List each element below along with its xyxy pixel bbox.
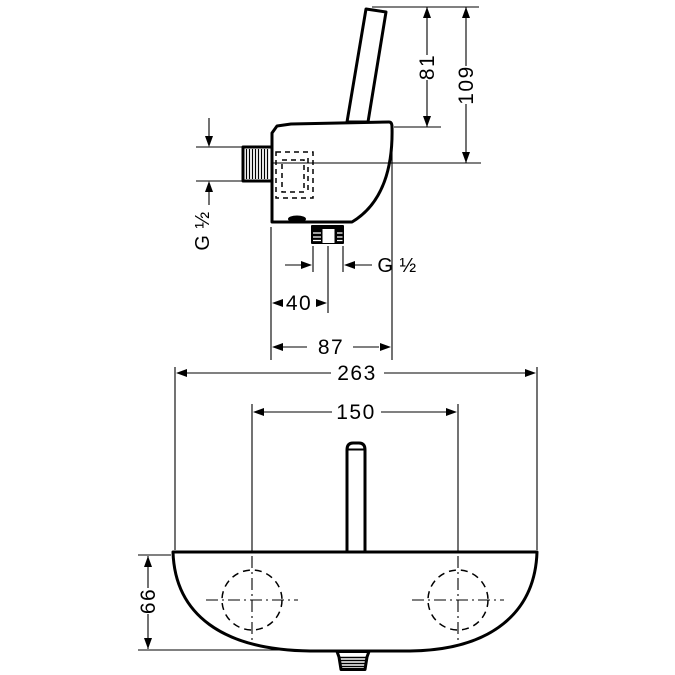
front-view [137,362,537,670]
dim-label-87: 87 [317,336,345,359]
dim-label-40: 40 [285,292,313,315]
mixer-body-front [173,552,537,651]
dimension-263 [176,362,536,385]
dim-label-81: 81 [416,53,439,81]
outlet-fitting-front [337,652,369,670]
dim-label-inlet-thread: G ½ [192,211,214,251]
dimension-inlet-thread [192,118,214,251]
dimension-150 [253,401,457,424]
lever-handle [347,9,386,122]
inlet-connector [243,147,272,181]
dimension-81 [416,7,439,127]
underside-button [288,216,306,223]
side-view [192,7,481,360]
outlet-fitting-side [311,225,344,244]
dim-label-outlet-thread: G ½ [377,255,417,277]
lever-front [347,443,365,551]
dimension-40 [272,292,327,315]
dim-label-66: 66 [137,587,160,615]
dimension-109 [455,7,478,163]
dim-label-150: 150 [336,401,376,424]
mixer-body-side [272,122,392,222]
outlet-nut [323,229,335,243]
lever-stick [347,443,365,551]
dim-label-109: 109 [455,65,478,105]
dim-label-263: 263 [337,362,377,385]
dimension-87 [272,336,391,359]
dimension-outlet-thread [285,255,417,277]
